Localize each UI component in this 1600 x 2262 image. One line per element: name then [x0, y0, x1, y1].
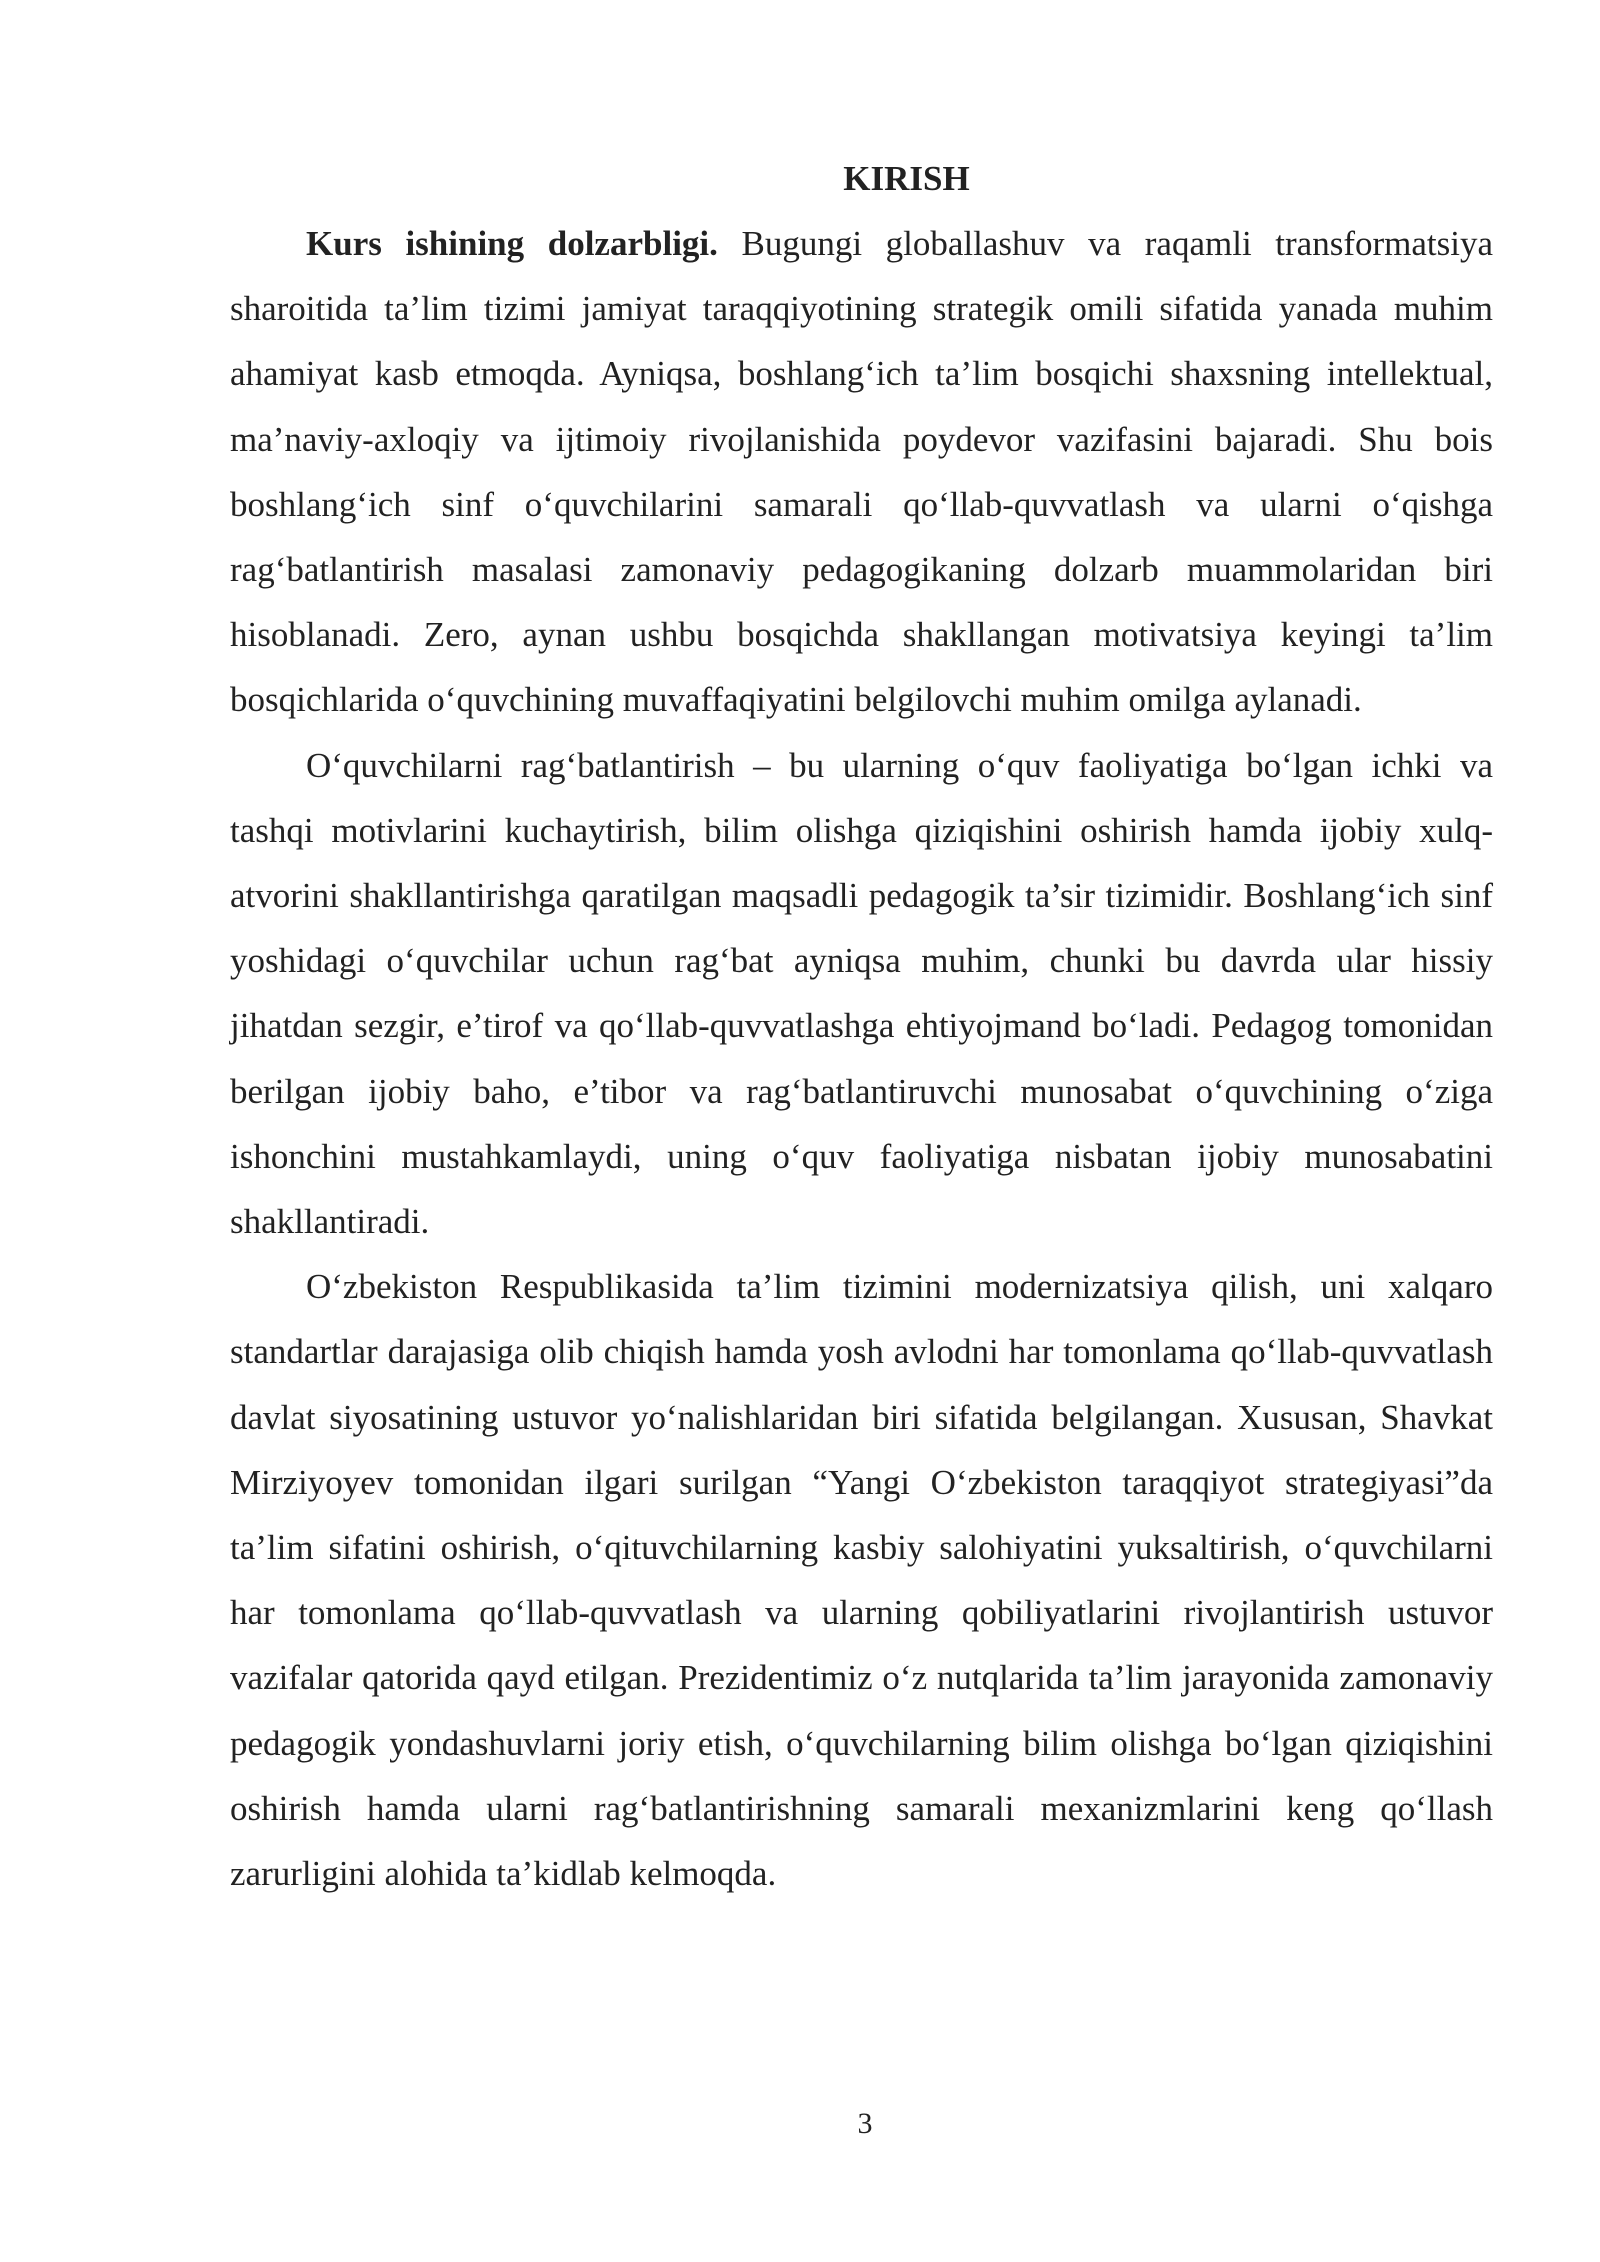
- paragraph-text: O‘quvchilarni rag‘batlantirish – bu ularning o‘quv faoliyatiga bo‘lgan ichki va tashqi motivlarini kuchaytirish, bilim olishga qiziqishini oshirish hamda ijobiy xulq-atvorini shakllantirishga qaratilgan maqsadli pedagogik ta’sir tizimidir. Boshlang‘ich sinf yoshidagi o‘quvchilar uchun rag‘bat ayniqsa muhim, chunki bu davrda ular hissiy jihatdan sezgir, e’tirof va qo‘llab-quvvatlashga ehtiyojmand bo‘ladi. Pedagog tomonidan berilgan ijobiy baho, e’tibor va rag‘batlantiruvchi munosabat o‘quvchining o‘ziga ishonchini mustahkamlaydi, uning o‘quv faoliyatiga nisbatan ijobiy munosabatini shakllantiradi.: [230, 745, 1493, 1242]
- page-number: 3: [857, 2107, 873, 2140]
- paragraph-text: O‘zbekiston Respublikasida ta’lim tizimini modernizatsiya qilish, uni xalqaro standartlar darajasiga olib chiqish hamda yosh avlodni har tomonlama qo‘llab-quvvatlash davlat siyosatining ustuvor yo‘nalishlaridan biri sifatida belgilangan. Xususan, Shavkat Mirziyoyev tomonidan ilgari surilgan “Yangi O‘zbekiston taraqqiyot strategiyasi”da ta’lim sifatini oshirish, o‘qituvchilarning kasbiy salohiyatini yuksaltirish, o‘quvchilarni har tomonlama qo‘llab-quvvatlash va ularning qobiliyatlarini rivojlantirish ustuvor vazifalar qatorida qayd etilgan. Prezidentimiz o‘z nutqlarida ta’lim jarayonida zamonaviy pedagogik yondashuvlarni joriy etish, o‘quvchilarning bilim olishga bo‘lgan qiziqishini oshirish hamda ularni rag‘batlantirishning samarali mexanizmlarini keng qo‘llash zarurligini alohida ta’kidlab kelmoqda.: [230, 1267, 1493, 1894]
- paragraph-lead: Kurs ishining dolzarbligi.: [306, 224, 718, 263]
- section-heading: KIRISH: [843, 159, 970, 198]
- document-body: [230, 146, 1493, 1906]
- paragraph-policy: [230, 1254, 1493, 1906]
- paragraph-text: Bugungi globallashuv va raqamli transformatsiya sharoitida ta’lim tizimi jamiyat taraqqiyotining strategik omili sifatida yanada muhim ahamiyat kasb etmoqda. Ayniqsa, boshlang‘ich ta’lim bosqichi shaxsning intellektual, ma’naviy-axloqiy va ijtimoiy rivojlanishida poydevor vazifasini bajaradi. Shu bois boshlang‘ich sinf o‘quvchilarini samarali qo‘llab-quvvatlash va ularni o‘qishga rag‘batlantirish masalasi zamonaviy pedagogikaning dolzarb muammolaridan biri hisoblanadi. Zero, aynan ushbu bosqichda shakllangan motivatsiya keyingi ta’lim bosqichlarida o‘quvchining muvaffaqiyatini belgilovchi muhim omilga aylanadi.: [230, 224, 1493, 720]
- paragraph-motivation: [230, 733, 1493, 1255]
- paragraph-relevance: [230, 211, 1493, 733]
